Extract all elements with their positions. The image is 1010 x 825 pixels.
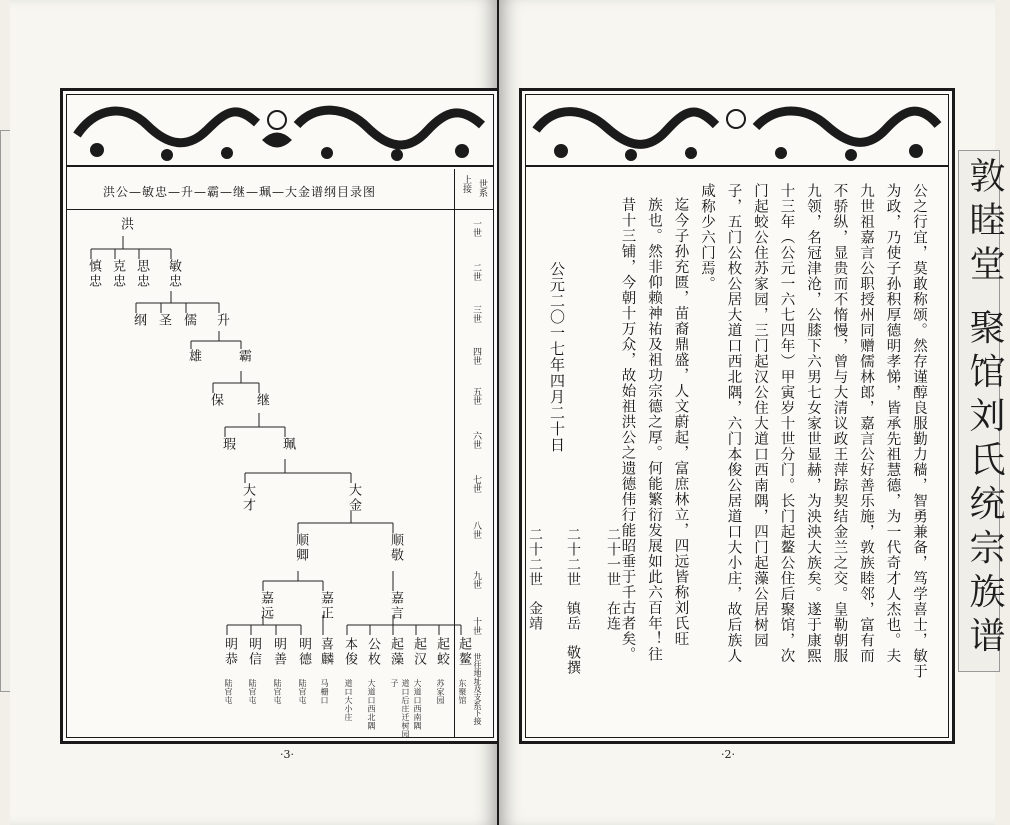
signature-line1: 二十二世: [527, 527, 543, 587]
tree-node: 儒: [181, 313, 196, 328]
address-label: 苏家园: [436, 679, 445, 705]
signature-line2: 镇岳: [565, 601, 581, 631]
address-label: 陆官屯: [224, 679, 233, 705]
left-page-frame: [60, 88, 500, 744]
right-edge-text: 敦睦堂 聚馆刘氏统宗族谱: [964, 157, 1005, 661]
text-column: 为政，乃使子孙积厚德明孝悌，皆承先祖慧德，为一代奇才人杰也。夫: [884, 183, 901, 664]
tree-node: 顺卿: [293, 533, 308, 563]
text-column: 迄今子孙充匮，苗裔鼎盛，人文蔚起，富庶林立，四远皆称刘氏旺: [672, 197, 689, 647]
date-line: 公元二〇一七年四月二十日: [548, 261, 566, 453]
tree-node: 敏忠: [166, 259, 181, 289]
generation-label: 十世: [471, 617, 481, 635]
tree-node: 明信: [246, 637, 261, 667]
tree-node: 珮: [280, 437, 295, 452]
tree-node: 公枚: [365, 637, 380, 667]
text-column: 十三年（公元一六七四年）甲寅岁十世分门。长门起鳌公住后聚馆，次: [778, 183, 795, 664]
tree-node: 慎忠: [86, 259, 101, 289]
address-label: 大道口西北隅: [367, 679, 376, 730]
text-column: 九世祖嘉言公职授州同赠儒林郎，嘉言公好善乐施，敦族睦邻，富有而: [858, 183, 874, 664]
address-label: 东聚馆: [458, 679, 467, 705]
generation-label: 八世: [471, 521, 481, 539]
text-column: 子，五门公枚公居大道口西北隅，六门本俊公居道口大小庄，故后族人: [725, 183, 742, 664]
tree-node: 起汉: [411, 637, 426, 667]
text-column: 门起蛟公住苏家园，三门起汉公住大道口西南隅，四门起藻公居树园: [752, 183, 768, 648]
left-page: [10, 0, 497, 825]
tree-node: 明善: [271, 637, 286, 667]
address-label: 陆官屯: [298, 679, 307, 705]
text-column: 公之行宜，莫敢称颂。然存谨醇良服勤力穑，智勇兼备，笃学喜士，敏于: [911, 183, 927, 679]
signature-column: [522, 527, 548, 645]
address-label: 大道口西南隅: [413, 679, 422, 730]
signature-column: [600, 527, 626, 645]
generation-label: 七世: [471, 475, 481, 493]
text-column: 咸称少六门焉。: [699, 183, 715, 292]
generation-label: 三世: [471, 305, 481, 323]
address-label: 道口大小庄: [344, 679, 353, 722]
tree-node: 起藻: [388, 637, 403, 667]
generation-label: 二世: [471, 263, 481, 281]
text-column: 昔十三铺，今朝十万众，故始祖洪公之遗德伟行能昭垂于千古者矣。: [619, 197, 636, 662]
tree-node: 本俊: [342, 637, 357, 667]
tree-gen1: 洪: [118, 217, 133, 232]
tree-node: 嘉正: [318, 591, 333, 621]
address-label: 陆官屯: [273, 679, 282, 705]
chart-title: 洪公—敏忠—升—霸—继—珮—大金谱纲目录图: [103, 185, 377, 199]
signature-line3: 敬撰: [565, 645, 581, 675]
left-page-number: ·3·: [280, 748, 294, 761]
generation-label: 五世: [471, 387, 481, 405]
generation-label: 六世: [471, 431, 481, 449]
text-column: 九领，名冠津沧，公膝下六男七女家世显赫，为泱泱大族矣。遂于康熙: [805, 183, 821, 664]
tree-node: 继: [254, 393, 269, 408]
tree-node: 保: [208, 393, 223, 408]
signature-line1: 二十二世: [565, 527, 581, 587]
tree-node: 起鳌: [456, 637, 471, 667]
address-label: 陆官屯: [248, 679, 257, 705]
tree-node: 顺敬: [388, 533, 403, 563]
tree-node: 嘉言: [388, 591, 403, 621]
tree-node: 起蛟: [434, 637, 449, 667]
generation-label: 一世: [471, 219, 481, 237]
address-label: 道口后庄迁树园子: [390, 679, 410, 739]
tree-node: 瑕: [220, 437, 235, 452]
generation-label: 世往地址及支系下接: [473, 653, 482, 725]
signature-line1: 二十一世: [605, 527, 621, 587]
generation-label: 九世: [471, 571, 481, 589]
tree-node: 纲: [131, 313, 146, 328]
generation-label: 四世: [471, 347, 481, 365]
dragon-decoration-right: [526, 95, 948, 167]
tree-node: 大金: [346, 483, 361, 513]
right-page-number: ·2·: [721, 748, 735, 761]
text-column: 不骄纵，显贵而不惰慢，曾与大清议政王萍踪契结金兰之交。皇勒朝服: [831, 183, 848, 664]
text-column: 族也。然非仰赖神祐及祖功宗德之厚。何能繁衍发展如此六百年！往: [646, 197, 662, 662]
tree-node: 圣: [156, 313, 171, 328]
tree-node: 升: [214, 313, 229, 328]
tree-node: 喜麟: [318, 637, 333, 667]
tree-node: 嘉远: [258, 591, 273, 621]
tree-node: 克忠: [110, 259, 125, 289]
signature-line2: 金靖: [527, 601, 543, 631]
signature-column: [560, 527, 586, 689]
tree-node: 明德: [296, 637, 311, 667]
tree-node: 雄: [186, 349, 201, 364]
signature-line2: 在连: [605, 601, 621, 631]
address-label: 马栅口: [320, 679, 329, 705]
dragon-pattern-icon: [526, 95, 948, 165]
right-page-frame: [519, 88, 955, 744]
tree-node: 大才: [240, 483, 255, 513]
tree-node: 霸: [236, 349, 251, 364]
tree-node: 思忠: [134, 259, 149, 289]
header-right-top: 上接: [461, 175, 471, 193]
right-page: [499, 0, 995, 825]
right-edge-tab: [958, 150, 1005, 672]
header-right-bottom: 世系: [477, 179, 487, 197]
tree-node: 明恭: [222, 637, 237, 667]
